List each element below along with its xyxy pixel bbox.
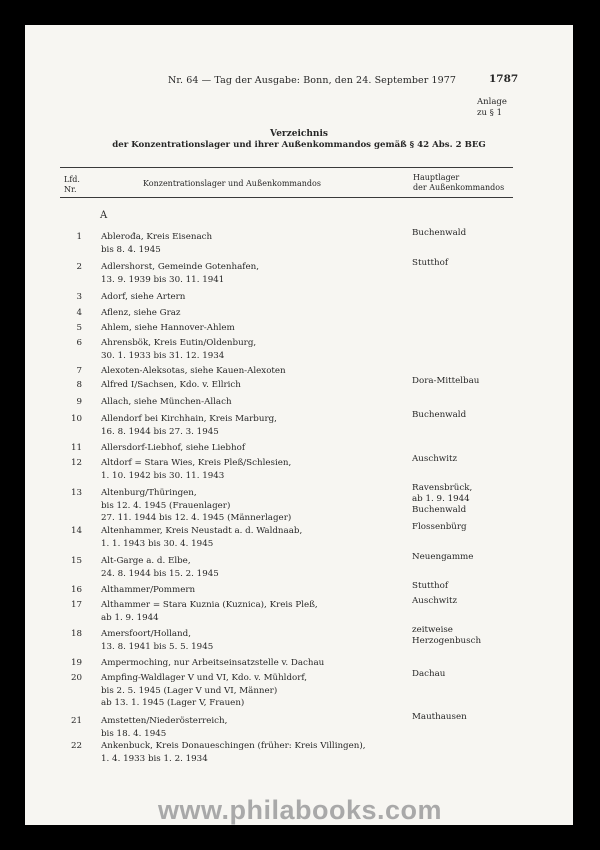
entry-camp-name: Ahlem, siehe Hannover-Ahlem xyxy=(101,323,235,333)
entry-number: 15 xyxy=(70,556,82,566)
entry-number: 11 xyxy=(70,443,82,453)
column-header-camps: Konzentrationslager und Außenkommandos xyxy=(143,179,321,188)
entry-main-camp: Auschwitz xyxy=(412,596,458,606)
entry-number: 12 xyxy=(70,458,82,468)
entry-main-camp: Stutthof xyxy=(412,581,449,591)
entry-main-camp: Dachau xyxy=(412,669,446,679)
entry-camp-name: Adlershorst, Gemeinde Gotenhafen, 13. 9. 1939 bis 30. 11. 1941 xyxy=(101,262,259,285)
column-header-main-camp: Hauptlager der Außenkommandos xyxy=(413,173,505,192)
entry-camp-name: Alexoten-Aleksotas, siehe Kauen-Alexoten xyxy=(101,366,286,376)
entry-number: 14 xyxy=(70,526,82,536)
table-top-rule xyxy=(60,167,513,168)
table-header-rule xyxy=(60,197,513,198)
entry-camp-name: Ampfing-Waldlager V und VI, Kdo. v. Mühldorf, bis 2. 5. 1945 (Lager V und VI, Männer) ab 13. 1. 1945 (Lager V, Frauen) xyxy=(101,673,308,708)
page-number: 1787 xyxy=(489,73,519,85)
annex-reference xyxy=(477,97,507,119)
entry-number: 7 xyxy=(76,366,82,376)
entry-camp-name: Althammer/Pommern xyxy=(101,585,196,595)
entry-main-camp: Neuengamme xyxy=(412,552,474,562)
entry-number: 16 xyxy=(70,585,82,595)
entry-number: 4 xyxy=(76,308,82,318)
entry-camp-name: Adorf, siehe Artern xyxy=(101,292,186,302)
entry-camp-name: Amstetten/Niederösterreich, bis 18. 4. 1945 xyxy=(101,716,228,739)
entry-camp-name: Altdorf = Stara Wies, Kreis Pleß/Schlesien, 1. 10. 1942 bis 30. 11. 1943 xyxy=(101,458,292,481)
entry-number: 20 xyxy=(70,673,82,683)
entry-main-camp: Dora-Mittelbau xyxy=(412,376,480,386)
entry-camp-name: Allersdorf-Liebhof, siehe Liebhof xyxy=(101,443,246,453)
entry-camp-name: Ablerođa, Kreis Eisenach bis 8. 4. 1945 xyxy=(101,232,213,255)
entry-main-camp: Ravensbrück, ab 1. 9. 1944 Buchenwald xyxy=(412,483,473,515)
entry-number: 3 xyxy=(76,292,82,302)
entry-number: 10 xyxy=(70,414,82,424)
entry-main-camp: zeitweise Herzogenbusch xyxy=(412,625,482,646)
title-main: Verzeichnis xyxy=(270,129,328,139)
entry-camp-name: Ankenbuck, Kreis Donaueschingen (früher: Kreis Villingen), 1. 4. 1933 bis 1. 2. 1934 xyxy=(101,741,366,764)
entry-number: 9 xyxy=(76,397,82,407)
title-subtitle: der Konzentrationslager und ihrer Außenkommandos gemäß § 42 Abs. 2 BEG xyxy=(112,140,486,150)
entry-number: 19 xyxy=(70,658,82,668)
entry-number: 1 xyxy=(76,232,82,242)
entry-main-camp: Buchenwald xyxy=(412,410,467,420)
entry-camp-name: Amersfoort/Holland, 13. 8. 1941 bis 5. 5. 1945 xyxy=(101,629,214,652)
entry-number: 5 xyxy=(76,323,82,333)
document-title xyxy=(25,129,573,151)
entry-number: 22 xyxy=(70,741,82,751)
entry-camp-name: Allach, siehe München-Allach xyxy=(101,397,232,407)
entry-camp-name: Aflenz, siehe Graz xyxy=(101,308,181,318)
entry-main-camp: Stutthof xyxy=(412,258,449,268)
entry-camp-name: Althammer = Stara Kuznia (Kuznica), Kreis Pleß, ab 1. 9. 1944 xyxy=(101,600,318,623)
entry-number: 8 xyxy=(76,380,82,390)
entry-number: 13 xyxy=(70,488,82,498)
column-header-number: Lfd. Nr. xyxy=(64,175,80,194)
entry-main-camp: Mauthausen xyxy=(412,712,467,722)
entry-main-camp: Auschwitz xyxy=(412,454,458,464)
entry-camp-name: Ahrensbök, Kreis Eutin/Oldenburg, 30. 1. 1933 bis 31. 12. 1934 xyxy=(101,338,257,361)
issue-header: Nr. 64 — Tag der Ausgabe: Bonn, den 24. September 1977 xyxy=(168,75,457,86)
entry-camp-name: Alt-Garge a. d. Elbe, 24. 8. 1944 bis 15. 2. 1945 xyxy=(101,556,219,579)
entry-number: 18 xyxy=(70,629,82,639)
entry-main-camp: Buchenwald xyxy=(412,228,467,238)
watermark: www.philabooks.com xyxy=(157,795,443,825)
entry-number: 17 xyxy=(70,600,82,610)
entry-camp-name: Ampermoching, nur Arbeitseinsatzstelle v. Dachau xyxy=(101,658,325,668)
entry-main-camp: Flossenbürg xyxy=(412,522,467,532)
annex-paragraph: zu § 1 xyxy=(477,108,503,118)
entry-number: 2 xyxy=(76,262,82,272)
section-letter: A xyxy=(100,210,108,221)
entry-number: 21 xyxy=(70,716,82,726)
entry-camp-name: Alfred I/Sachsen, Kdo. v. Ellrich xyxy=(101,380,241,390)
annex-label: Anlage xyxy=(477,97,507,107)
entry-camp-name: Allendorf bei Kirchhain, Kreis Marburg, 16. 8. 1944 bis 27. 3. 1945 xyxy=(101,414,277,437)
entry-number: 6 xyxy=(76,338,82,348)
document-page xyxy=(25,25,573,825)
entry-camp-name: Altenhammer, Kreis Neustadt a. d. Waldnaab, 1. 1. 1943 bis 30. 4. 1945 xyxy=(101,526,303,549)
entry-camp-name: Altenburg/Thüringen, bis 12. 4. 1945 (Frauenlager) 27. 11. 1944 bis 12. 4. 1945 (Männerlager) xyxy=(101,488,292,523)
